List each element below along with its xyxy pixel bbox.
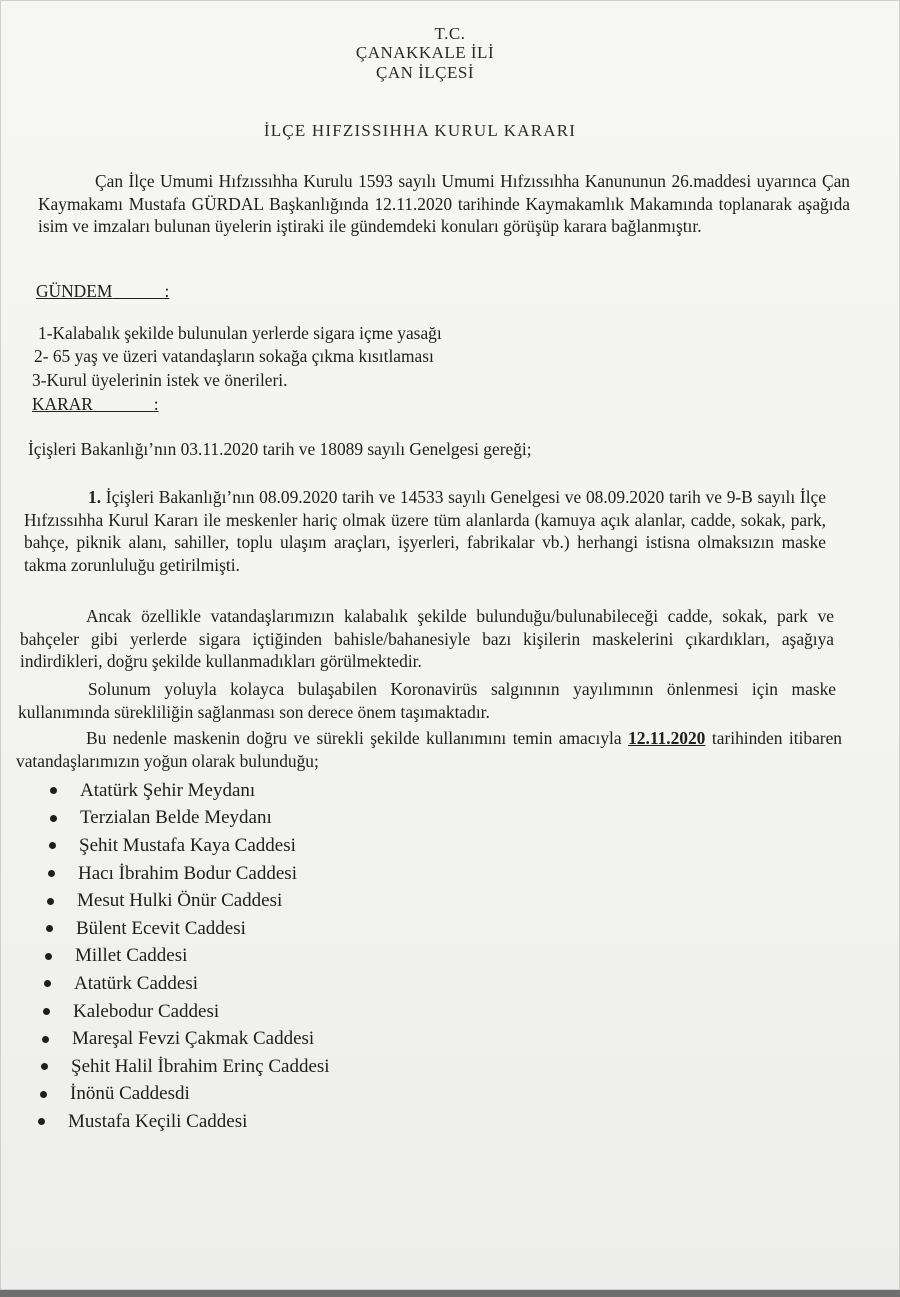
list-item-label: Millet Caddesi xyxy=(75,945,188,967)
list-item xyxy=(47,887,330,915)
list-item-label: Atatürk Şehir Meydanı xyxy=(80,779,256,801)
agenda-heading-label: GÜNDEM xyxy=(36,281,113,301)
list-item-label: Mareşal Fevzi Çakmak Caddesi xyxy=(72,1028,315,1050)
header-province: ÇANAKKALE İLİ xyxy=(355,43,495,62)
list-item xyxy=(44,970,330,998)
decision-item-1-number: 1. xyxy=(88,487,102,507)
agenda-heading-fill xyxy=(112,281,164,301)
list-item-label: Şehit Halil İbrahim Erinç Caddesi xyxy=(71,1055,330,1077)
document-title: İLÇE HIFZISSIHHA KURUL KARARI xyxy=(263,121,577,140)
list-item-label: Kalebodur Caddesi xyxy=(73,1000,220,1022)
agenda-heading xyxy=(36,281,169,302)
decision-heading-fill xyxy=(93,394,154,414)
list-item-label: Hacı İbrahim Bodur Caddesi xyxy=(78,862,297,884)
bullet-icon xyxy=(50,815,57,822)
decision-reference: İçişleri Bakanlığı’nın 03.11.2020 tarih ve 18089 sayılı Genelgesi gereği; xyxy=(28,439,532,459)
list-item xyxy=(43,998,330,1026)
decision-item-1-text: İçişleri Bakanlığı’nın 08.09.2020 tarih ve 14533 sayılı Genelgesi ve 08.09.2020 tarih ve 9-B sayılı İlçe Hıfzıssıhha Kurul Kararı ile meskenler hariç olmak üzere tüm alanlarda (kamuya açık alanlar, cadde, sokak, park, bahçe, piknik alanı, sahiller, toplu ulaşım araçları, işyerleri, fabrikalar vb.) herhangi istisna olmaksızın maske takma zorunluluğu getirilmişti. xyxy=(24,487,826,575)
agenda-item-1: 1-Kalabalık şekilde bulunulan yerlerde sigara içme yasağı xyxy=(38,323,442,343)
list-item-label: Atatürk Caddesi xyxy=(74,972,199,994)
bullet-icon xyxy=(47,898,54,905)
list-item xyxy=(42,1025,330,1053)
decision-heading-label: KARAR xyxy=(32,394,93,414)
list-item-label: Bülent Ecevit Caddesi xyxy=(76,917,246,939)
decision-heading-colon: : xyxy=(153,394,159,414)
decision-paragraph-4-after: tarihinden itibaren vatandaşlarımızın yoğun olarak bulunduğu; xyxy=(16,728,843,771)
page-bottom-edge xyxy=(0,1290,900,1297)
bullet-icon xyxy=(40,1091,47,1098)
decision-heading xyxy=(32,394,159,415)
header-district: ÇAN İLÇESİ xyxy=(375,63,475,82)
location-list xyxy=(40,777,330,1136)
list-item xyxy=(46,915,330,943)
decision-paragraph-4 xyxy=(16,727,842,772)
agenda-item-3: 3-Kurul üyelerinin istek ve önerileri. xyxy=(32,370,288,390)
bullet-icon xyxy=(48,870,55,877)
list-item-label: Şehit Mustafa Kaya Caddesi xyxy=(79,834,296,856)
header-tc: T.C. xyxy=(434,24,466,43)
list-item xyxy=(38,1108,330,1136)
bullet-icon xyxy=(44,980,51,987)
decision-paragraph-2: Ancak özellikle vatandaşlarımızın kalabalık şekilde bulunduğu/bulunabileceği cadde, sokak, park ve bahçeler gibi yerlerde sigara içtiğinden bahisle/bahanesiyle bazı kişilerin maskelerini çıkardıkları, aşağıya indirdikleri, doğru şekilde kullanmadıkları görülmektedir. xyxy=(20,606,834,671)
decision-item-1 xyxy=(24,486,826,576)
bullet-icon xyxy=(46,925,53,932)
bullet-icon xyxy=(50,787,57,794)
list-item-label: Mesut Hulki Önür Caddesi xyxy=(77,890,283,912)
list-item xyxy=(40,1081,330,1109)
intro-paragraph: Çan İlçe Umumi Hıfzıssıhha Kurulu 1593 sayılı Umumi Hıfzıssıhha Kanununun 26.maddesi uyarınca Çan Kaymakamı Mustafa GÜRDAL Başkanlığında 12.11.2020 tarihinde Kaymakamlık Makamında toplanarak aşağıda isim ve imzaları bulunan üyelerin iştiraki ile gündemdeki konuları görüşüp karara bağlanmıştır. xyxy=(38,171,850,236)
list-item xyxy=(50,805,330,833)
list-item xyxy=(45,943,330,971)
bullet-icon xyxy=(43,1008,50,1015)
list-item xyxy=(41,1053,330,1081)
list-item-label: İnönü Caddesdi xyxy=(70,1083,190,1105)
list-item-label: Terzialan Belde Meydanı xyxy=(80,807,272,829)
bullet-icon xyxy=(42,1036,49,1043)
decision-paragraph-4-before: Bu nedenle maskenin doğru ve sürekli şekilde kullanımını temin amacıyla xyxy=(86,728,622,748)
bullet-icon xyxy=(49,842,56,849)
agenda-item-2: 2- 65 yaş ve üzeri vatandaşların sokağa çıkma kısıtlaması xyxy=(34,346,434,366)
list-item xyxy=(48,860,330,888)
list-item-label: Mustafa Keçili Caddesi xyxy=(68,1110,248,1132)
list-item xyxy=(50,777,330,805)
agenda-heading-colon: : xyxy=(164,281,170,301)
decision-effective-date: 12.11.2020 xyxy=(628,728,706,748)
bullet-icon xyxy=(45,953,52,960)
bullet-icon xyxy=(41,1063,48,1070)
list-item xyxy=(49,832,330,860)
bullet-icon xyxy=(38,1118,45,1125)
decision-paragraph-3: Solunum yoluyla kolayca bulaşabilen Koronavirüs salgınının yayılımının önlenmesi için maske kullanımında sürekliliğin sağlanması son derece önem taşımaktadır. xyxy=(18,679,836,722)
